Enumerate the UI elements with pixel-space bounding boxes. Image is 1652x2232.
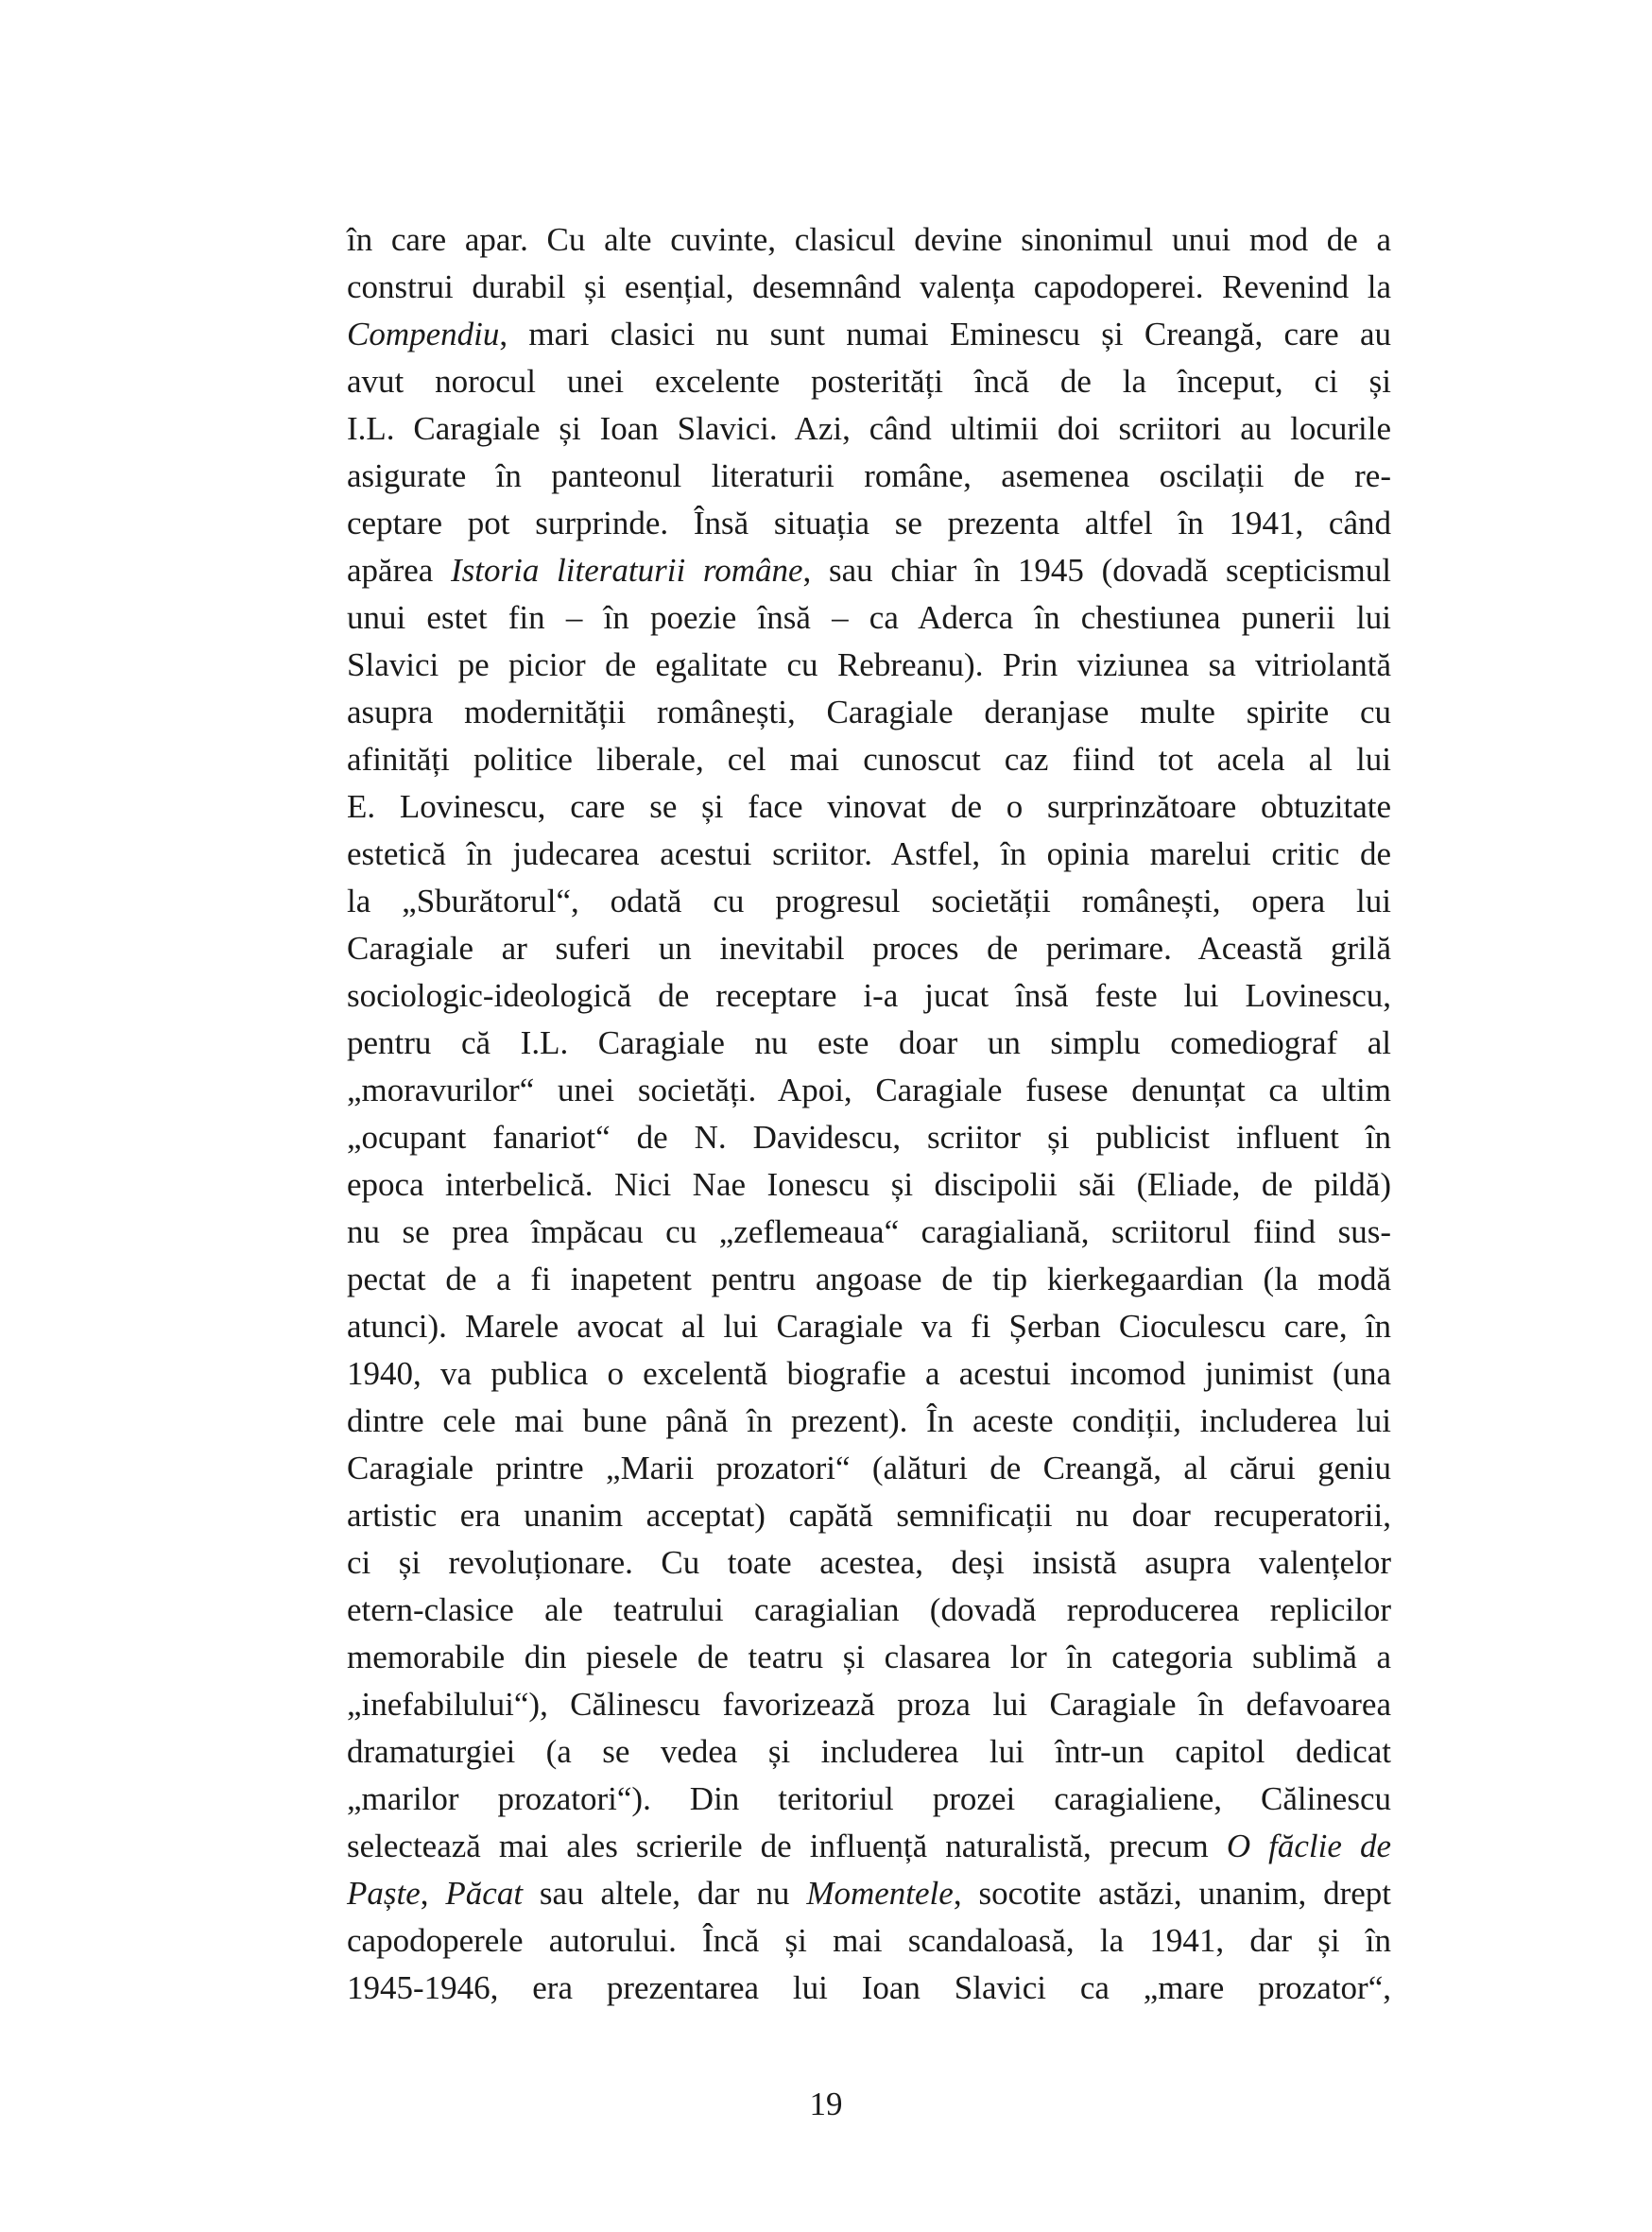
text-segment: atunci). Marele avocat al lui Caragiale va fi Șerban Cioculescu care, în	[347, 1308, 1391, 1345]
text-segment: , sau chiar în 1945 (dovadă scepticismul	[802, 552, 1391, 589]
italic-title-text: Momentele	[806, 1875, 954, 1912]
text-segment: memorabile din piesele de teatru și clasarea lor în categoria sublimă a	[347, 1639, 1391, 1675]
text-segment: la „Sburătorul“, odată cu progresul societății românești, opera lui	[347, 883, 1391, 919]
text-line	[347, 1965, 1391, 2012]
text-segment: etern-clasice ale teatrului caragialian (dovadă reproducerea replicilor	[347, 1591, 1391, 1628]
text-segment: „moravurilor“ unei societăți. Apoi, Caragiale fusese denunțat ca ultim	[347, 1072, 1391, 1108]
text-segment: asigurate în panteonul literaturii române, asemenea oscilații de re-	[347, 457, 1391, 494]
text-segment: asupra modernității românești, Caragiale deranjase multe spirite cu	[347, 694, 1391, 730]
text-line	[347, 264, 1391, 311]
text-line	[347, 405, 1391, 453]
text-segment: sau altele, dar nu	[523, 1875, 807, 1912]
text-line	[347, 972, 1391, 1020]
text-line	[347, 1114, 1391, 1161]
text-segment: , socotite astăzi, unanim, drept	[953, 1875, 1392, 1912]
text-segment: selectează mai ales scrierile de influență naturalistă, precum	[347, 1828, 1227, 1864]
text-segment: Slavici pe picior de egalitate cu Rebreanu). Prin viziunea sa vitriolantă	[347, 646, 1391, 683]
text-line	[347, 1634, 1391, 1681]
text-segment: E. Lovinescu, care se și face vinovat de o surprinzătoare obtuzitate	[347, 788, 1391, 825]
text-line	[347, 216, 1391, 264]
text-line	[347, 1539, 1391, 1587]
text-line	[347, 1587, 1391, 1634]
text-segment: în care apar. Cu alte cuvinte, clasicul devine sinonimul unui mod de a	[347, 221, 1391, 258]
text-segment: sociologic-ideologică de receptare i-a jucat însă feste lui Lovinescu,	[347, 977, 1391, 1014]
text-line	[347, 500, 1391, 547]
text-line	[347, 1728, 1391, 1776]
text-segment: ceptare pot surprinde. Însă situația se prezenta altfel în 1941, când	[347, 505, 1391, 541]
text-segment: „marilor prozatori“). Din teritoriul prozei caragialiene, Călinescu	[347, 1780, 1391, 1817]
text-line	[347, 547, 1391, 594]
text-line	[347, 1350, 1391, 1398]
text-segment: , mari clasici nu sunt numai Eminescu și Creangă, care au	[499, 316, 1391, 352]
text-line	[347, 1398, 1391, 1445]
text-line	[347, 1020, 1391, 1067]
text-segment: estetică în judecarea acestui scriitor. Astfel, în opinia marelui critic de	[347, 835, 1391, 872]
text-line	[347, 736, 1391, 783]
text-segment: artistic era unanim acceptat) capătă semnificații nu doar recuperatorii,	[347, 1497, 1391, 1534]
text-segment: afinități politice liberale, cel mai cunoscut caz fiind tot acela al lui	[347, 741, 1391, 778]
body-text	[347, 216, 1391, 2012]
text-line	[347, 1681, 1391, 1728]
text-line	[347, 1209, 1391, 1256]
text-segment: dramaturgiei (a se vedea și includerea lui într-un capitol dedicat	[347, 1733, 1391, 1770]
text-line	[347, 1776, 1391, 1823]
text-segment: Caragiale ar suferi un inevitabil proces de perimare. Această grilă	[347, 930, 1391, 967]
italic-title-text: O făclie de	[1226, 1828, 1391, 1864]
text-segment: I.L. Caragiale și Ioan Slavici. Azi, când ultimii doi scriitori au locurile	[347, 410, 1391, 447]
text-segment: 1945-1946, era prezentarea lui Ioan Slavici ca „mare prozator“,	[347, 1969, 1391, 2006]
text-segment: unui estet fin – în poezie însă – ca Aderca în chestiunea punerii lui	[347, 599, 1391, 636]
page-number: 19	[809, 2086, 843, 2122]
text-line	[347, 1303, 1391, 1350]
text-line	[347, 1492, 1391, 1539]
text-segment: dintre cele mai bune până în prezent). În aceste condiții, includerea lui	[347, 1402, 1391, 1439]
text-segment: capodoperele autorului. Încă și mai scandaloasă, la 1941, dar și în	[347, 1922, 1391, 1959]
text-line	[347, 783, 1391, 831]
italic-title-text: Istoria literaturii române	[451, 552, 803, 589]
text-line	[347, 358, 1391, 405]
text-line	[347, 453, 1391, 500]
text-segment: „inefabilului“), Călinescu favorizează proza lui Caragiale în defavoarea	[347, 1686, 1391, 1723]
text-line	[347, 594, 1391, 642]
italic-title-text: Paște	[347, 1875, 421, 1912]
text-line	[347, 689, 1391, 736]
italic-title-text: Compendiu	[347, 316, 500, 352]
text-line	[347, 925, 1391, 972]
text-segment: Caragiale printre „Marii prozatori“ (alături de Creangă, al cărui geniu	[347, 1450, 1391, 1486]
text-line	[347, 1445, 1391, 1492]
text-line	[347, 1256, 1391, 1303]
text-segment: epoca interbelică. Nici Nae Ionescu și discipolii săi (Eliade, de pildă)	[347, 1166, 1391, 1203]
text-segment: avut norocul unei excelente posterități încă de la început, ci și	[347, 363, 1391, 400]
text-segment: „ocupant fanariot“ de N. Davidescu, scriitor și publicist influent în	[347, 1119, 1391, 1156]
text-line	[347, 1870, 1391, 1917]
text-segment: nu se prea împăcau cu „zeflemeaua“ caragialiană, scriitorul fiind sus-	[347, 1213, 1391, 1250]
text-line	[347, 1161, 1391, 1209]
text-segment: construi durabil și esențial, desemnând valența capodoperei. Revenind la	[347, 268, 1391, 305]
text-segment: ,	[420, 1875, 446, 1912]
text-line	[347, 1917, 1391, 1965]
text-line	[347, 642, 1391, 689]
text-line	[347, 878, 1391, 925]
text-line	[347, 1067, 1391, 1114]
text-segment: apărea	[347, 552, 451, 589]
text-line	[347, 831, 1391, 878]
text-segment: 1940, va publica o excelentă biografie a acestui incomod junimist (una	[347, 1355, 1391, 1392]
text-segment: pentru că I.L. Caragiale nu este doar un simplu comediograf al	[347, 1024, 1391, 1061]
text-line	[347, 311, 1391, 358]
text-segment: pectat de a fi inapetent pentru angoase de tip kierkegaardian (la modă	[347, 1261, 1391, 1297]
text-segment: ci și revoluționare. Cu toate acestea, deși insistă asupra valențelor	[347, 1544, 1391, 1581]
italic-title-text: Păcat	[445, 1875, 524, 1912]
text-line	[347, 1823, 1391, 1870]
